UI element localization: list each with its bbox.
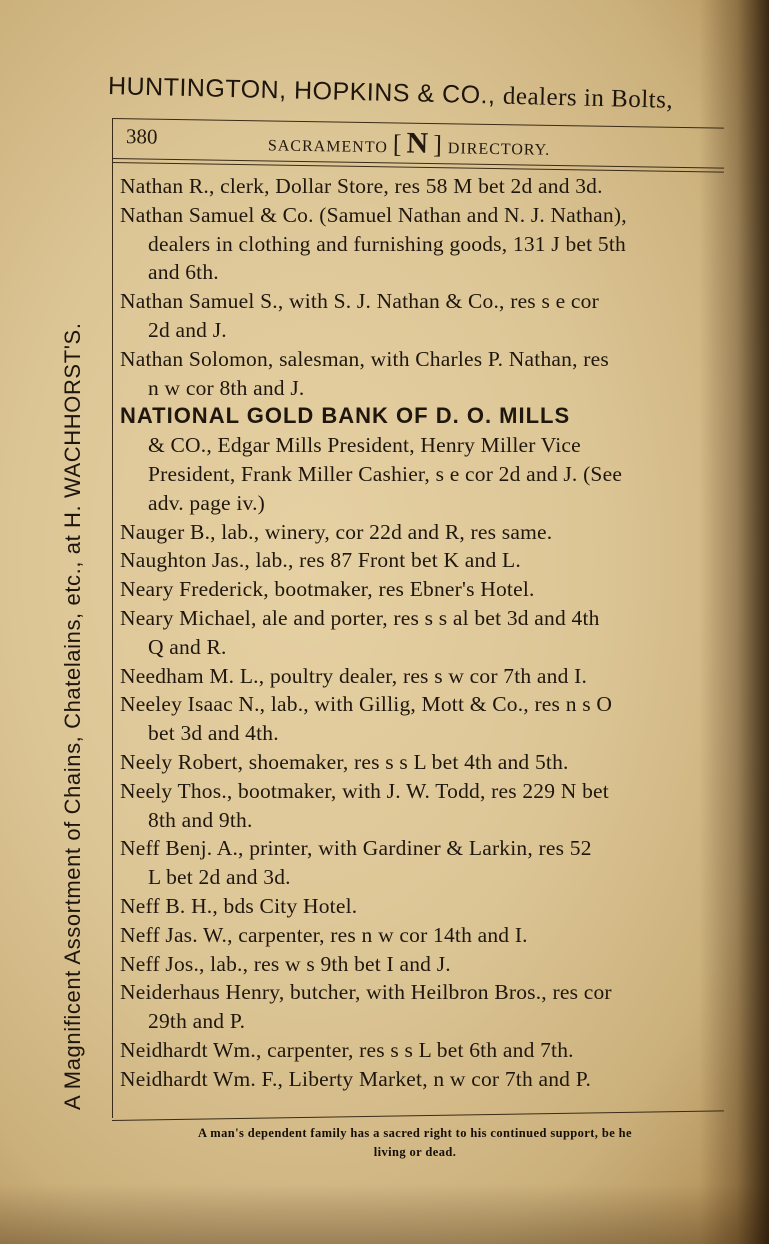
top-ad-trade: dealers in Bolts,	[502, 82, 674, 114]
footer-line-1: A man's dependent family has a sacred right to his continued support, be he	[198, 1126, 632, 1140]
entry-line	[120, 316, 720, 345]
entry-text: 29th and P.	[148, 1009, 246, 1034]
entry-text: Nathan Solomon, salesman, with Charles P. Nathan, res	[120, 346, 609, 371]
entry-line	[120, 719, 720, 748]
entry-text: Neeley Isaac N., lab., with Gillig, Mott & Co., res n s O	[120, 692, 613, 717]
footer-line-2: living or dead.	[373, 1145, 457, 1159]
entry-line	[120, 431, 720, 460]
entry-line	[120, 604, 720, 633]
entry-text: Neff Jos., lab., res w s 9th bet I and J.	[120, 951, 451, 976]
entry-line	[120, 1036, 720, 1065]
entry-text: Neff Jas. W., carpenter, res n w cor 14th and I.	[120, 922, 528, 947]
entry-text: Nathan R., clerk, Dollar Store, res 58 M bet 2d and 3d.	[120, 174, 603, 198]
entry-text: Neely Robert, shoemaker, res s s L bet 4th and 5th.	[120, 749, 569, 774]
entry-line	[120, 287, 720, 316]
entry-line	[120, 662, 720, 691]
directory-entry	[120, 892, 720, 921]
entry-text: n w cor 8th and J.	[148, 375, 305, 400]
entry-line	[120, 489, 720, 518]
directory-entry	[120, 518, 720, 547]
directory-entry	[120, 546, 720, 575]
entry-line	[120, 345, 720, 374]
running-header	[118, 122, 718, 163]
directory-entry	[120, 662, 720, 691]
entry-text: 8th and 9th.	[148, 807, 253, 832]
open-bracket: [	[392, 129, 403, 159]
entry-text: L bet 2d and 3d.	[148, 865, 291, 890]
directory-entry	[120, 1065, 720, 1094]
entry-line	[120, 777, 720, 806]
entry-line	[120, 258, 720, 287]
entry-heading: NATIONAL GOLD BANK OF D. O. MILLS	[120, 403, 571, 429]
directory-entries	[120, 172, 720, 1094]
side-advertisement: A Magnificent Assortment of Chains, Chatelains, etc., at H. WACHHORST'S.	[60, 322, 85, 1110]
running-title-right: DIRECTORY.	[447, 140, 551, 159]
directory-entry	[120, 345, 720, 403]
entry-line	[120, 546, 720, 575]
entry-text: and 6th.	[148, 260, 219, 285]
entry-text: 2d and J.	[148, 317, 227, 342]
entry-text: Naughton Jas., lab., res 87 Front bet K and L.	[120, 548, 521, 573]
entry-text: Nathan Samuel S., with S. J. Nathan & Co., res s e cor	[120, 289, 599, 314]
entry-text: Neary Michael, ale and porter, res s s al bet 3d and 4th	[120, 605, 600, 630]
directory-entry	[120, 748, 720, 777]
entry-text: Q and R.	[148, 634, 227, 659]
running-title-left: SACRAMENTO	[267, 137, 388, 157]
entry-text: dealers in clothing and furnishing goods, 131 J bet 5th	[148, 231, 626, 256]
directory-entry	[120, 777, 720, 835]
entry-text: Neiderhaus Henry, butcher, with Heilbron Bros., res cor	[120, 980, 612, 1005]
entry-text: Needham M. L., poultry dealer, res s w cor 7th and I.	[120, 663, 588, 688]
directory-entry	[120, 575, 720, 604]
entry-line	[120, 806, 720, 835]
entry-line	[120, 892, 720, 921]
column-rule-left	[112, 118, 113, 1118]
entry-line	[120, 690, 720, 719]
footer-rule	[112, 1110, 724, 1121]
entry-line	[120, 575, 720, 604]
entry-text: bet 3d and 4th.	[148, 721, 279, 746]
page-number: 380	[125, 124, 158, 149]
entry-line	[120, 374, 720, 403]
directory-entry	[120, 201, 720, 287]
directory-entry	[120, 287, 720, 345]
directory-entry	[120, 1036, 720, 1065]
directory-entry	[120, 921, 720, 950]
entry-line	[120, 834, 720, 863]
directory-entry	[120, 172, 720, 201]
entry-line	[120, 1065, 720, 1094]
close-bracket: ]	[433, 129, 444, 160]
entry-text: Neely Thos., bootmaker, with J. W. Todd, res 229 N bet	[120, 778, 609, 803]
entry-line	[120, 1007, 720, 1036]
entry-text: Neidhardt Wm., carpenter, res s s L bet 6th and 7th.	[120, 1037, 574, 1062]
entry-text: President, Frank Miller Cashier, s e cor 2d and J. (See	[148, 461, 623, 486]
entry-text: Neary Frederick, bootmaker, res Ebner's Hotel.	[120, 577, 535, 602]
directory-entry	[120, 950, 720, 979]
entry-line	[120, 230, 720, 259]
directory-entry	[120, 402, 720, 517]
entry-line	[120, 201, 720, 230]
entry-line	[120, 402, 720, 431]
entry-line	[120, 460, 720, 489]
entry-line	[120, 748, 720, 777]
entry-text: Neff Benj. A., printer, with Gardiner & Larkin, res 52	[120, 836, 592, 861]
entry-line	[120, 950, 720, 979]
entry-line	[120, 978, 720, 1007]
entry-line	[120, 172, 720, 201]
entry-line	[120, 921, 720, 950]
directory-entry	[120, 978, 720, 1036]
entry-text: Nathan Samuel & Co. (Samuel Nathan and N. J. Nathan),	[120, 202, 627, 227]
directory-entry	[120, 690, 720, 748]
entry-line	[120, 518, 720, 547]
entry-text: Neff B. H., bds City Hotel.	[120, 893, 358, 918]
entry-line	[120, 633, 720, 662]
section-letter: N	[406, 126, 430, 160]
directory-entry	[120, 834, 720, 892]
entry-text: Neidhardt Wm. F., Liberty Market, n w cor 7th and P.	[120, 1066, 592, 1091]
running-title	[268, 124, 551, 162]
top-ad-firm-name: HUNTINGTON, HOPKINS & CO.,	[107, 72, 496, 110]
entry-text: Nauger B., lab., winery, cor 22d and R, res same.	[120, 519, 553, 544]
entry-line	[120, 863, 720, 892]
top-advertisement	[108, 72, 674, 115]
entry-text: & CO., Edgar Mills President, Henry Miller Vice	[148, 433, 581, 458]
entry-text: adv. page iv.)	[148, 490, 266, 515]
footer-motto	[110, 1124, 720, 1162]
directory-entry	[120, 604, 720, 662]
